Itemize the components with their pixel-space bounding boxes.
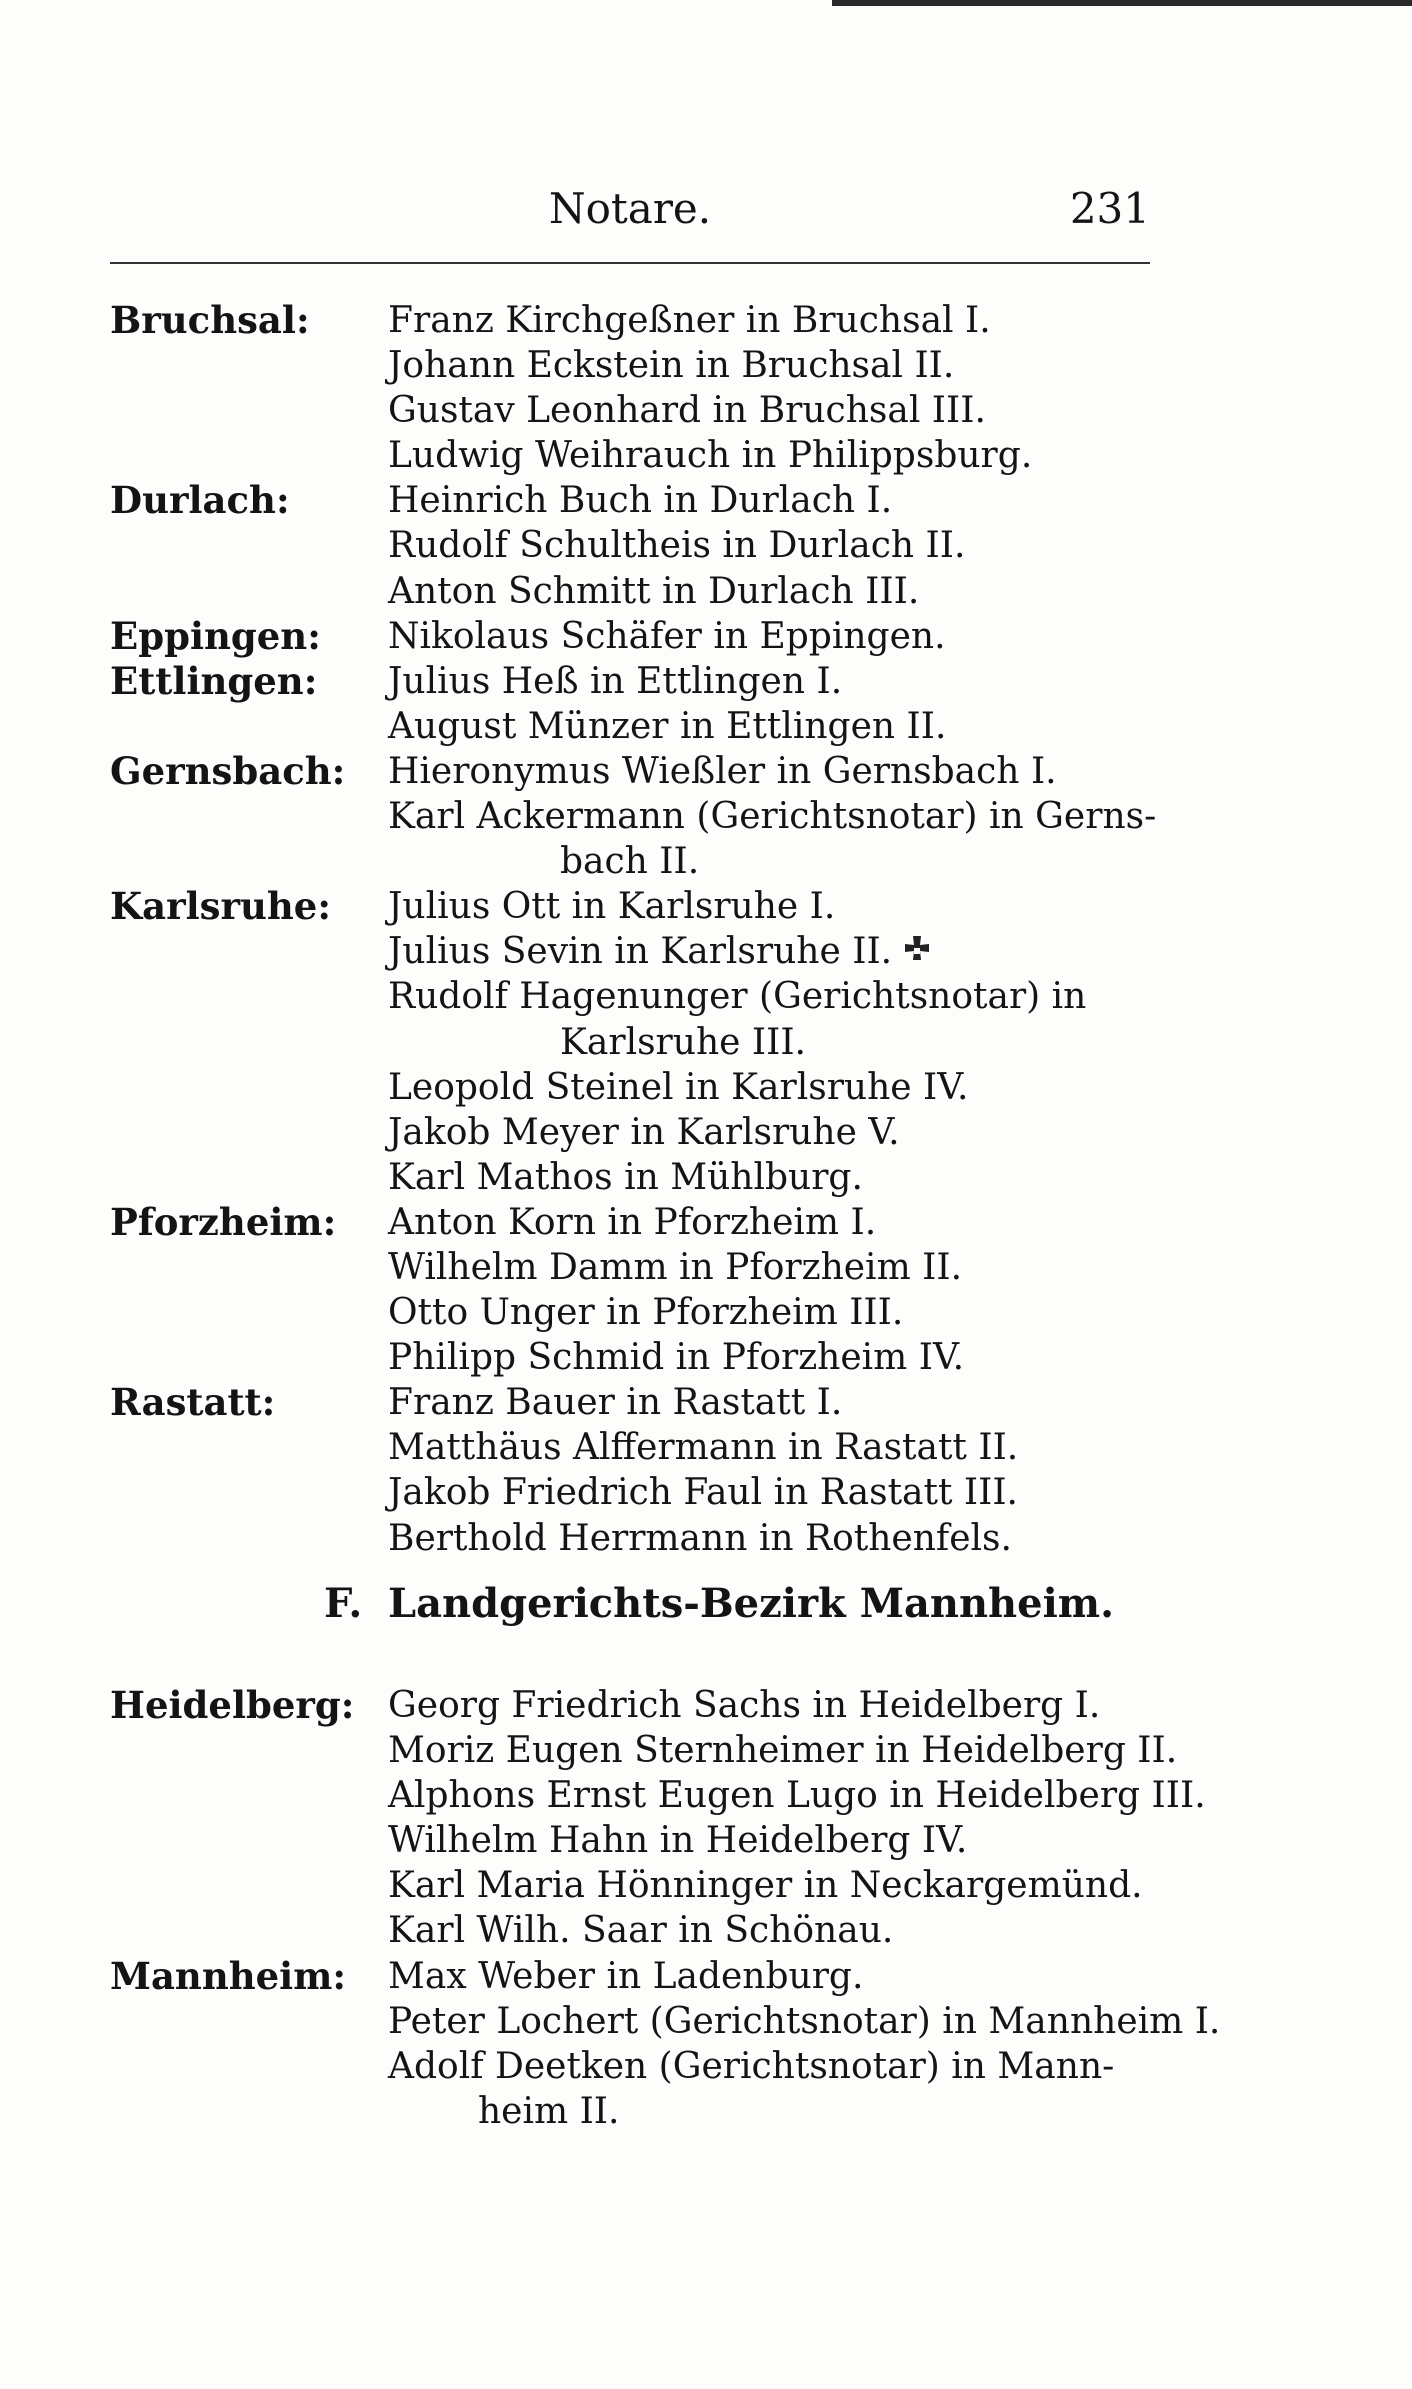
notary-entry	[388, 1470, 1018, 1515]
list-row	[110, 659, 1150, 704]
list-row	[110, 388, 1150, 433]
list-row	[110, 1335, 1150, 1380]
notary-entry	[388, 478, 892, 523]
notary-entry	[560, 1020, 806, 1065]
header-rule	[110, 262, 1150, 264]
district-label: Pforzheim:	[110, 1199, 337, 1244]
notary-entry	[388, 1335, 964, 1380]
running-title: Notare.	[548, 184, 712, 233]
notary-entry-text: Franz Kirchgeßner in Bruchsal I.	[388, 300, 991, 341]
list-row	[110, 749, 1150, 794]
notary-entry	[388, 388, 986, 433]
page-number: 231	[1069, 184, 1150, 233]
list-row	[110, 929, 1150, 974]
district-label: Bruchsal:	[110, 298, 310, 342]
list-row	[110, 478, 1150, 523]
notary-entry	[388, 433, 1032, 478]
notary-entry	[388, 1110, 900, 1155]
notary-entry	[388, 1380, 842, 1425]
notary-entry-text: August Münzer in Ettlingen II.	[388, 705, 947, 747]
notary-list-section-f	[110, 1683, 1221, 2134]
list-row	[110, 1954, 1150, 1999]
notary-entry-text: Rudolf Hagenunger (Gerichtsnotar) in	[388, 976, 1087, 1018]
notary-entry-text: Philipp Schmid in Pforzheim IV.	[388, 1337, 965, 1379]
notary-entry	[388, 614, 946, 659]
notary-entry	[388, 1683, 1100, 1728]
notary-entry-text: Hieronymus Wießler in Gernsbach I.	[388, 750, 1057, 792]
list-row	[110, 1065, 1150, 1110]
list-row	[110, 1999, 1221, 2044]
list-row	[110, 343, 1150, 388]
list-row	[110, 1818, 1150, 1863]
list-row	[110, 1155, 1150, 1200]
notary-entry	[388, 929, 934, 974]
district-label: Durlach:	[110, 478, 290, 523]
list-row	[110, 1380, 1150, 1425]
notary-entry	[388, 569, 919, 614]
notary-entry	[388, 1999, 1220, 2044]
notary-entry-text: Max Weber in Ladenburg.	[388, 1955, 864, 1997]
section-title: Landgerichts-Bezirk Mannheim.	[388, 1580, 1115, 1627]
list-row	[110, 433, 1150, 478]
list-row	[110, 2089, 1150, 2134]
notary-entry	[388, 343, 954, 388]
list-row	[110, 1290, 1150, 1335]
notary-entry-text: Georg Friedrich Sachs in Heidelberg I.	[388, 1685, 1101, 1726]
iron-cross-icon	[900, 934, 934, 968]
notary-list-section-e	[110, 298, 1157, 1561]
list-row	[110, 1728, 1178, 1773]
list-row	[110, 1470, 1150, 1515]
notary-entry-text: Wilhelm Hahn in Heidelberg IV.	[388, 1820, 968, 1862]
notary-entry	[388, 523, 965, 568]
notary-entry-text: Ludwig Weihrauch in Philippsburg.	[388, 435, 1033, 477]
district-label: Mannheim:	[110, 1953, 347, 1998]
notary-entry-text: Alphons Ernst Eugen Lugo in Heidelberg III.	[388, 1775, 1206, 1817]
notary-entry	[388, 1065, 968, 1110]
notary-entry-text: Julius Heß in Ettlingen I.	[388, 660, 843, 702]
list-row	[110, 1773, 1206, 1818]
list-row	[110, 523, 1150, 568]
notary-entry	[388, 298, 991, 343]
notary-entry-text: Jakob Friedrich Faul in Rastatt III.	[388, 1472, 1018, 1514]
list-row	[110, 794, 1157, 839]
list-row	[110, 1245, 1150, 1290]
list-row	[110, 1200, 1150, 1245]
list-row	[110, 1683, 1150, 1728]
notary-entry	[388, 1863, 1143, 1908]
scan-edge-mark	[832, 0, 1412, 6]
notary-entry	[560, 839, 699, 884]
district-label: Karlsruhe:	[110, 884, 332, 929]
notary-entry-text: Karl Wilh. Saar in Schönau.	[388, 1910, 894, 1952]
notary-entry-text: Karl Ackermann (Gerichtsnotar) in Gerns-	[388, 796, 1157, 838]
notary-entry-text: Anton Schmitt in Durlach III.	[388, 570, 920, 612]
notary-entry	[388, 1728, 1177, 1773]
notary-entry	[388, 1425, 1018, 1470]
district-label: Heidelberg:	[110, 1683, 355, 1727]
list-row	[110, 1020, 1150, 1065]
notary-entry-text: Karl Maria Hönninger in Neckargemünd.	[388, 1865, 1143, 1907]
notary-entry	[388, 794, 1156, 839]
list-row	[110, 974, 1150, 1019]
notary-entry-text: Leopold Steinel in Karlsruhe IV.	[388, 1066, 969, 1108]
notary-entry-text: Gustav Leonhard in Bruchsal III.	[388, 390, 986, 432]
district-label: Ettlingen:	[110, 658, 318, 703]
list-row	[110, 614, 1150, 659]
notary-entry	[388, 2044, 1114, 2089]
notary-entry-text: Heinrich Buch in Durlach I.	[388, 480, 893, 522]
notary-entry-text: Karlsruhe III.	[560, 1021, 806, 1063]
notary-entry-text: Julius Ott in Karlsruhe I.	[388, 886, 836, 928]
list-row	[110, 569, 1150, 614]
list-row	[110, 298, 1150, 343]
notary-entry-text: bach II.	[560, 841, 700, 883]
notary-entry-text: Matthäus Alffermann in Rastatt II.	[388, 1427, 1019, 1469]
notary-entry	[388, 974, 1086, 1019]
notary-entry-text: Wilhelm Damm in Pforzheim II.	[388, 1246, 963, 1288]
notary-entry	[388, 1290, 903, 1335]
notary-entry-text: Jakob Meyer in Karlsruhe V.	[388, 1111, 900, 1153]
list-row	[110, 1908, 1150, 1953]
notary-entry	[388, 1516, 1012, 1561]
notary-entry	[388, 1200, 876, 1245]
list-row	[110, 1863, 1150, 1908]
district-label: Gernsbach:	[110, 748, 346, 793]
notary-entry	[388, 1954, 863, 1999]
notary-entry	[388, 1818, 967, 1863]
notary-entry-text: Nikolaus Schäfer in Eppingen.	[388, 615, 946, 657]
list-row	[110, 1516, 1150, 1561]
notary-entry-text: Julius Sevin in Karlsruhe II.	[388, 931, 893, 973]
notary-entry-text: Berthold Herrmann in Rothenfels.	[388, 1517, 1012, 1559]
notary-entry-text: Johann Eckstein in Bruchsal II.	[388, 345, 955, 387]
notary-entry-text: Karl Mathos in Mühlburg.	[388, 1156, 863, 1198]
notary-entry-text: Anton Korn in Pforzheim I.	[388, 1201, 877, 1243]
list-row	[110, 1110, 1150, 1155]
district-label: Rastatt:	[110, 1380, 276, 1425]
notary-entry-text: heim II.	[478, 2090, 620, 2132]
list-row	[110, 884, 1150, 929]
notary-entry	[478, 2089, 619, 2134]
list-row	[110, 2044, 1150, 2089]
list-row	[110, 1425, 1150, 1470]
page-header	[110, 180, 1150, 240]
list-row	[110, 704, 1150, 749]
notary-entry	[388, 884, 835, 929]
notary-entry	[388, 1908, 893, 1953]
notary-entry	[388, 659, 842, 704]
notary-entry-text: Rudolf Schultheis in Durlach II.	[388, 525, 966, 567]
district-label: Eppingen:	[110, 613, 321, 658]
notary-entry-text: Peter Lochert (Gerichtsnotar) in Mannheim I.	[388, 2000, 1221, 2042]
notary-entry-text: Franz Bauer in Rastatt I.	[388, 1382, 843, 1424]
notary-entry-text: Adolf Deetken (Gerichtsnotar) in Mann-	[388, 2045, 1115, 2087]
notary-entry	[388, 1773, 1206, 1818]
notary-entry-text: Otto Unger in Pforzheim III.	[388, 1292, 904, 1334]
notary-entry	[388, 1245, 962, 1290]
section-letter: F.	[324, 1580, 363, 1627]
notary-entry-text: Moriz Eugen Sternheimer in Heidelberg II.	[388, 1730, 1178, 1772]
notary-entry	[388, 704, 946, 749]
notary-entry	[388, 749, 1057, 794]
notary-entry	[388, 1155, 863, 1200]
list-row	[110, 839, 1150, 884]
